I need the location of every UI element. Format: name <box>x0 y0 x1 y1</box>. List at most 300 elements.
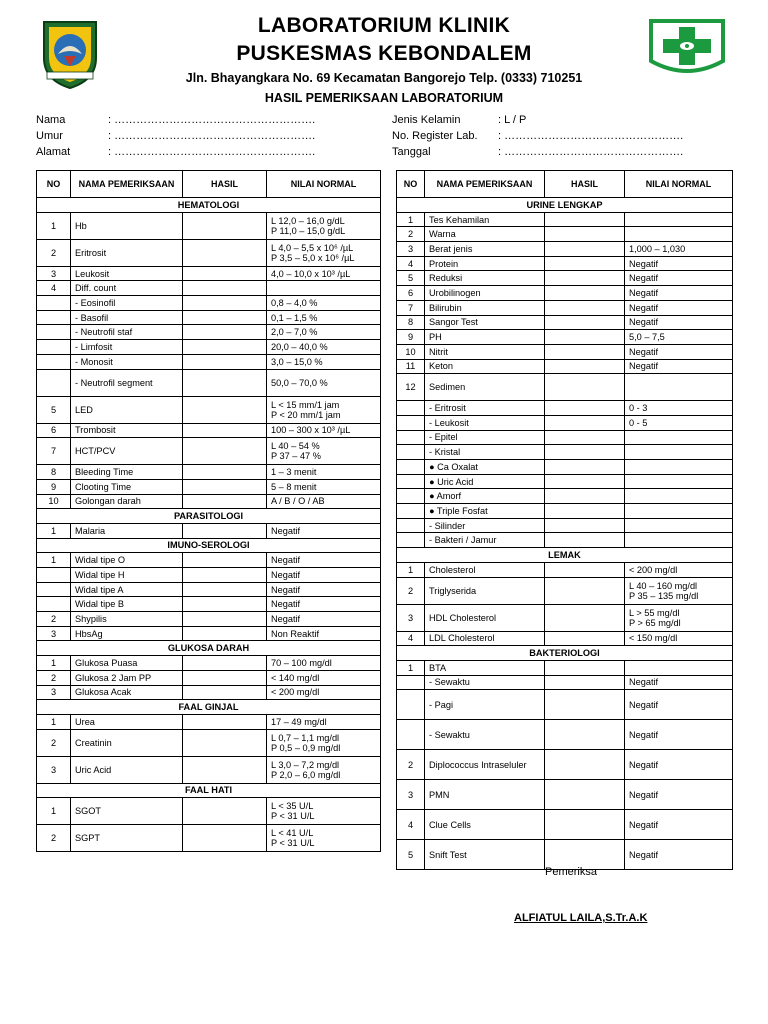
result-cell[interactable] <box>183 756 267 783</box>
test-row <box>37 340 381 355</box>
register-label: No. Register Lab. <box>392 130 478 142</box>
result-cell[interactable] <box>545 445 625 460</box>
test-number <box>37 597 71 612</box>
normal-value-line: P 35 – 135 mg/dl <box>629 590 699 601</box>
test-number: 1 <box>37 798 71 825</box>
normal-value-line: < 140 mg/dl <box>271 672 320 683</box>
test-number: 1 <box>37 656 71 671</box>
test-name: Hb <box>71 212 183 239</box>
normal-value <box>625 359 733 374</box>
normal-value-line: Negatif <box>629 317 659 328</box>
result-cell[interactable] <box>545 300 625 315</box>
test-row <box>397 445 733 460</box>
normal-value <box>267 494 381 509</box>
normal-value <box>267 582 381 597</box>
result-cell[interactable] <box>183 612 267 627</box>
normal-value <box>625 401 733 416</box>
normal-value <box>625 212 733 227</box>
normal-value <box>267 612 381 627</box>
result-cell[interactable] <box>183 212 267 239</box>
test-number: 1 <box>397 660 425 675</box>
normal-value-line: < 200 mg/dl <box>629 564 678 575</box>
normal-value <box>267 340 381 355</box>
report-subtitle: HASIL PEMERIKSAAN LABORATORIUM <box>264 91 504 105</box>
test-row <box>37 479 381 494</box>
section-title: URINE LENGKAP <box>397 198 733 213</box>
test-number: 10 <box>37 494 71 509</box>
normal-value-line: 5,0 – 7,5 <box>629 332 665 343</box>
result-cell[interactable] <box>545 256 625 271</box>
test-row <box>397 374 733 401</box>
test-row <box>37 325 381 340</box>
normal-value-line: Negatif <box>271 525 301 536</box>
test-number: 12 <box>397 374 425 401</box>
result-cell[interactable] <box>183 523 267 538</box>
normal-value <box>267 523 381 538</box>
result-cell[interactable] <box>183 553 267 568</box>
patient-info-left <box>36 112 315 160</box>
test-number <box>397 489 425 504</box>
test-name: Glukosa Acak <box>71 685 183 700</box>
test-row <box>397 460 733 475</box>
test-row <box>397 489 733 504</box>
test-row <box>37 656 381 671</box>
result-cell[interactable] <box>545 489 625 504</box>
section-title: FAAL GINJAL <box>37 700 381 715</box>
result-cell[interactable] <box>183 656 267 671</box>
result-cell[interactable] <box>545 271 625 286</box>
test-name: Nitrit <box>425 344 545 359</box>
normal-value <box>625 675 733 690</box>
normal-value-line: 0,1 – 1,5 % <box>271 312 318 323</box>
section-header-row <box>37 509 381 524</box>
normal-value <box>267 266 381 281</box>
normal-value-line: < 200 mg/dl <box>271 687 320 698</box>
test-name: Sangor Test <box>425 315 545 330</box>
test-row <box>397 562 733 577</box>
patient-info-right <box>392 112 683 160</box>
test-number: 9 <box>37 479 71 494</box>
result-cell[interactable] <box>545 430 625 445</box>
normal-value-line: 1 – 3 menit <box>271 467 317 478</box>
test-name: Widal tipe B <box>71 597 183 612</box>
result-cell[interactable] <box>545 675 625 690</box>
normal-value <box>625 720 733 750</box>
result-cell[interactable] <box>545 212 625 227</box>
test-name: PMN <box>425 780 545 810</box>
normal-value <box>625 300 733 315</box>
result-cell[interactable] <box>183 798 267 825</box>
result-cell[interactable] <box>545 344 625 359</box>
result-cell[interactable] <box>545 604 625 631</box>
test-name: HCT/PCV <box>71 438 183 465</box>
test-number <box>397 401 425 416</box>
normal-value-line: Negatif <box>629 677 659 688</box>
test-number: 2 <box>37 612 71 627</box>
tanggal-label: Tanggal <box>392 146 431 158</box>
result-cell[interactable] <box>183 626 267 641</box>
test-name: Cholesterol <box>425 562 545 577</box>
test-row <box>397 518 733 533</box>
normal-value-line: 70 – 100 mg/dl <box>271 657 332 668</box>
normal-value-line: L 40 – 160 mg/dl <box>629 580 698 591</box>
tanggal-field: : …………………………………………. <box>498 146 684 158</box>
result-cell[interactable] <box>183 296 267 311</box>
test-name: ● Uric Acid <box>425 474 545 489</box>
test-name: HDL Cholesterol <box>425 604 545 631</box>
normal-value <box>625 474 733 489</box>
normal-value-line: L < 35 U/L <box>271 801 314 812</box>
result-cell[interactable] <box>545 720 625 750</box>
test-row <box>37 798 381 825</box>
test-number: 8 <box>37 465 71 480</box>
result-cell[interactable] <box>183 825 267 852</box>
normal-value <box>625 445 733 460</box>
test-number: 11 <box>397 359 425 374</box>
test-number: 3 <box>397 242 425 257</box>
result-cell[interactable] <box>183 340 267 355</box>
section-header-row <box>37 700 381 715</box>
test-number <box>37 568 71 583</box>
test-row <box>37 597 381 612</box>
test-name: Warna <box>425 227 545 242</box>
test-row <box>37 239 381 266</box>
normal-value <box>267 369 381 396</box>
test-name: Clue Cells <box>425 810 545 840</box>
test-number: 3 <box>37 756 71 783</box>
test-number <box>37 582 71 597</box>
test-name: Reduksi <box>425 271 545 286</box>
right-results-table <box>396 170 733 870</box>
normal-value-line: 5 – 8 menit <box>271 481 317 492</box>
result-cell[interactable] <box>545 690 625 720</box>
test-row <box>37 685 381 700</box>
test-number: 3 <box>397 780 425 810</box>
normal-value-line: 3,0 – 15,0 % <box>271 356 323 367</box>
test-name: Sedimen <box>425 374 545 401</box>
alamat-field: : ………………………………………………. <box>108 146 316 158</box>
section-header-row <box>37 783 381 798</box>
result-cell[interactable] <box>545 242 625 257</box>
test-name: Leukosit <box>71 266 183 281</box>
test-row <box>397 660 733 675</box>
test-name: - Leukosit <box>425 415 545 430</box>
result-cell[interactable] <box>545 562 625 577</box>
normal-value <box>625 460 733 475</box>
normal-value <box>625 271 733 286</box>
normal-value <box>625 631 733 646</box>
test-row <box>397 533 733 548</box>
normal-value-line: L 40 – 54 % <box>271 441 320 452</box>
test-number: 7 <box>37 438 71 465</box>
result-cell[interactable] <box>183 568 267 583</box>
section-header-row <box>37 538 381 553</box>
result-cell[interactable] <box>183 582 267 597</box>
test-number <box>397 504 425 519</box>
col-hasil: HASIL <box>183 171 267 198</box>
normal-value <box>267 296 381 311</box>
section-title: LEMAK <box>397 548 733 563</box>
test-name: Glukosa Puasa <box>71 656 183 671</box>
normal-value-line: Negatif <box>629 258 659 269</box>
result-cell[interactable] <box>183 685 267 700</box>
test-name: Uric Acid <box>71 756 183 783</box>
test-row <box>397 300 733 315</box>
section-header-row <box>37 198 381 213</box>
test-number <box>37 369 71 396</box>
test-row <box>397 504 733 519</box>
test-row <box>37 523 381 538</box>
normal-value <box>625 810 733 840</box>
result-cell[interactable] <box>183 670 267 685</box>
result-cell[interactable] <box>183 714 267 729</box>
normal-value-line: P 11,0 – 15,0 g/dL <box>271 225 346 236</box>
address-line: Jln. Bhayangkara No. 69 Kecamatan Bangorejo Telp. (0333) 710251 <box>185 71 583 85</box>
normal-value-line: 4,0 – 10,0 x 10³ /µL <box>271 268 351 279</box>
result-cell[interactable] <box>545 518 625 533</box>
test-name: Protein <box>425 256 545 271</box>
test-row <box>37 212 381 239</box>
normal-value <box>625 415 733 430</box>
test-number <box>37 296 71 311</box>
test-number <box>397 460 425 475</box>
normal-value <box>267 568 381 583</box>
normal-value-line: L < 41 U/L <box>271 828 314 839</box>
left-results-table <box>36 170 381 852</box>
result-cell[interactable] <box>545 374 625 401</box>
normal-value-line: Negatif <box>629 699 659 710</box>
test-name: Snift Test <box>425 840 545 870</box>
result-cell[interactable] <box>545 415 625 430</box>
normal-value <box>267 423 381 438</box>
normal-value-line: Negatif <box>271 569 301 580</box>
test-row <box>397 401 733 416</box>
test-number: 5 <box>397 840 425 870</box>
test-name: ● Amorf <box>425 489 545 504</box>
section-title: BAKTERIOLOGI <box>397 646 733 661</box>
test-row <box>397 359 733 374</box>
normal-value <box>625 227 733 242</box>
result-cell[interactable] <box>545 359 625 374</box>
test-row <box>397 430 733 445</box>
test-row <box>37 369 381 396</box>
test-number <box>37 340 71 355</box>
examiner-label: Pemeriksa <box>545 866 597 878</box>
test-name: Berat jenis <box>425 242 545 257</box>
test-number: 2 <box>37 670 71 685</box>
normal-value <box>267 756 381 783</box>
nama-field: : ………………………………………………. <box>108 114 316 126</box>
test-number <box>397 430 425 445</box>
test-row <box>397 256 733 271</box>
test-number <box>397 675 425 690</box>
lab-title: LABORATORIUM KLINIK <box>257 14 511 37</box>
test-number <box>397 720 425 750</box>
result-cell[interactable] <box>183 438 267 465</box>
test-name: SGPT <box>71 825 183 852</box>
test-number: 4 <box>397 810 425 840</box>
test-row <box>397 474 733 489</box>
test-name: - Sewaktu <box>425 720 545 750</box>
test-row <box>397 271 733 286</box>
normal-value <box>267 670 381 685</box>
result-cell[interactable] <box>183 479 267 494</box>
normal-value-line: Negatif <box>271 613 301 624</box>
result-cell[interactable] <box>545 533 625 548</box>
result-cell[interactable] <box>545 286 625 301</box>
normal-value <box>267 325 381 340</box>
normal-value-line: Negatif <box>629 302 659 313</box>
jenis-kelamin-field: : L / P <box>498 114 527 126</box>
result-cell[interactable] <box>183 597 267 612</box>
result-cell[interactable] <box>545 227 625 242</box>
test-name: Widal tipe O <box>71 553 183 568</box>
normal-value-line: L < 15 mm/1 jam <box>271 399 340 410</box>
test-row <box>37 354 381 369</box>
test-number: 6 <box>397 286 425 301</box>
result-cell[interactable] <box>183 369 267 396</box>
section-header-row <box>397 548 733 563</box>
test-row <box>397 415 733 430</box>
test-number <box>37 354 71 369</box>
test-number <box>397 690 425 720</box>
col-hasil: HASIL <box>545 171 625 198</box>
result-cell[interactable] <box>183 239 267 266</box>
normal-value <box>625 660 733 675</box>
result-cell[interactable] <box>545 504 625 519</box>
normal-value <box>625 374 733 401</box>
normal-value <box>625 489 733 504</box>
test-number: 3 <box>397 604 425 631</box>
test-name: ● Ca Oxalat <box>425 460 545 475</box>
normal-value <box>625 750 733 780</box>
result-cell[interactable] <box>545 660 625 675</box>
result-cell[interactable] <box>183 325 267 340</box>
test-name: Creatinin <box>71 729 183 756</box>
test-number: 1 <box>397 562 425 577</box>
result-cell[interactable] <box>545 577 625 604</box>
test-number: 4 <box>397 256 425 271</box>
normal-value <box>625 256 733 271</box>
result-cell[interactable] <box>183 354 267 369</box>
result-cell[interactable] <box>183 494 267 509</box>
normal-value-line: L 0,7 – 1,1 mg/dl <box>271 732 340 743</box>
test-row <box>37 626 381 641</box>
test-row <box>37 438 381 465</box>
result-cell[interactable] <box>183 281 267 296</box>
test-number <box>397 533 425 548</box>
section-header-row <box>37 641 381 656</box>
test-row <box>397 604 733 631</box>
test-row <box>397 750 733 780</box>
normal-value <box>267 597 381 612</box>
normal-value <box>625 242 733 257</box>
section-title: GLUKOSA DARAH <box>37 641 381 656</box>
result-cell[interactable] <box>545 474 625 489</box>
result-cell[interactable] <box>183 729 267 756</box>
test-row <box>397 577 733 604</box>
normal-value <box>267 396 381 423</box>
normal-value-line: L > 55 mg/dl <box>629 607 680 618</box>
normal-value-line: Negatif <box>629 273 659 284</box>
test-name: Diplococcus Intraseluler <box>425 750 545 780</box>
test-number: 1 <box>37 553 71 568</box>
result-cell[interactable] <box>183 396 267 423</box>
col-no: NO <box>37 171 71 198</box>
test-name: - Epitel <box>425 430 545 445</box>
result-cell[interactable] <box>545 750 625 780</box>
normal-value-line: P < 31 U/L <box>271 838 315 849</box>
normal-value <box>625 577 733 604</box>
result-cell[interactable] <box>183 465 267 480</box>
result-cell[interactable] <box>545 460 625 475</box>
test-name: LED <box>71 396 183 423</box>
test-row <box>37 825 381 852</box>
normal-value <box>267 798 381 825</box>
test-row <box>37 568 381 583</box>
test-name: HbsAg <box>71 626 183 641</box>
normal-value <box>267 714 381 729</box>
result-cell[interactable] <box>545 810 625 840</box>
test-row <box>37 729 381 756</box>
test-name: PH <box>425 330 545 345</box>
normal-value <box>267 438 381 465</box>
normal-value <box>625 430 733 445</box>
test-name: - Silinder <box>425 518 545 533</box>
test-name: - Eosinofil <box>71 296 183 311</box>
test-name: - Basofil <box>71 310 183 325</box>
test-name: - Neutrofil segment <box>71 369 183 396</box>
col-nilai-normal: NILAI NORMAL <box>267 171 381 198</box>
test-number <box>397 445 425 460</box>
result-cell[interactable] <box>545 631 625 646</box>
result-cell[interactable] <box>545 401 625 416</box>
result-cell[interactable] <box>545 330 625 345</box>
normal-value-line: < 150 mg/dl <box>629 633 678 644</box>
result-cell[interactable] <box>183 310 267 325</box>
test-name: Eritrosit <box>71 239 183 266</box>
test-row <box>397 212 733 227</box>
test-name: Triglyserida <box>425 577 545 604</box>
result-cell[interactable] <box>545 315 625 330</box>
test-row <box>397 344 733 359</box>
test-name: Bilirubin <box>425 300 545 315</box>
normal-value <box>625 604 733 631</box>
normal-value-line: P 3,5 – 5,0 x 10⁶ /µL <box>271 252 355 263</box>
normal-value-line: A / B / O / AB <box>271 496 325 507</box>
normal-value-line: P 0,5 – 0,9 mg/dl <box>271 742 341 753</box>
test-name: Urobilinogen <box>425 286 545 301</box>
test-row <box>37 714 381 729</box>
test-number: 1 <box>37 523 71 538</box>
test-number <box>397 474 425 489</box>
test-row <box>37 756 381 783</box>
result-cell[interactable] <box>545 780 625 810</box>
normal-value <box>267 825 381 852</box>
test-name: SGOT <box>71 798 183 825</box>
test-row <box>37 465 381 480</box>
result-cell[interactable] <box>183 266 267 281</box>
result-cell[interactable] <box>183 423 267 438</box>
test-row <box>37 670 381 685</box>
test-number: 7 <box>397 300 425 315</box>
col-no: NO <box>397 171 425 198</box>
test-row <box>397 631 733 646</box>
test-name: Tes Kehamilan <box>425 212 545 227</box>
normal-value <box>267 465 381 480</box>
normal-value <box>267 729 381 756</box>
normal-value-line: L 12,0 – 16,0 g/dL <box>271 215 345 226</box>
